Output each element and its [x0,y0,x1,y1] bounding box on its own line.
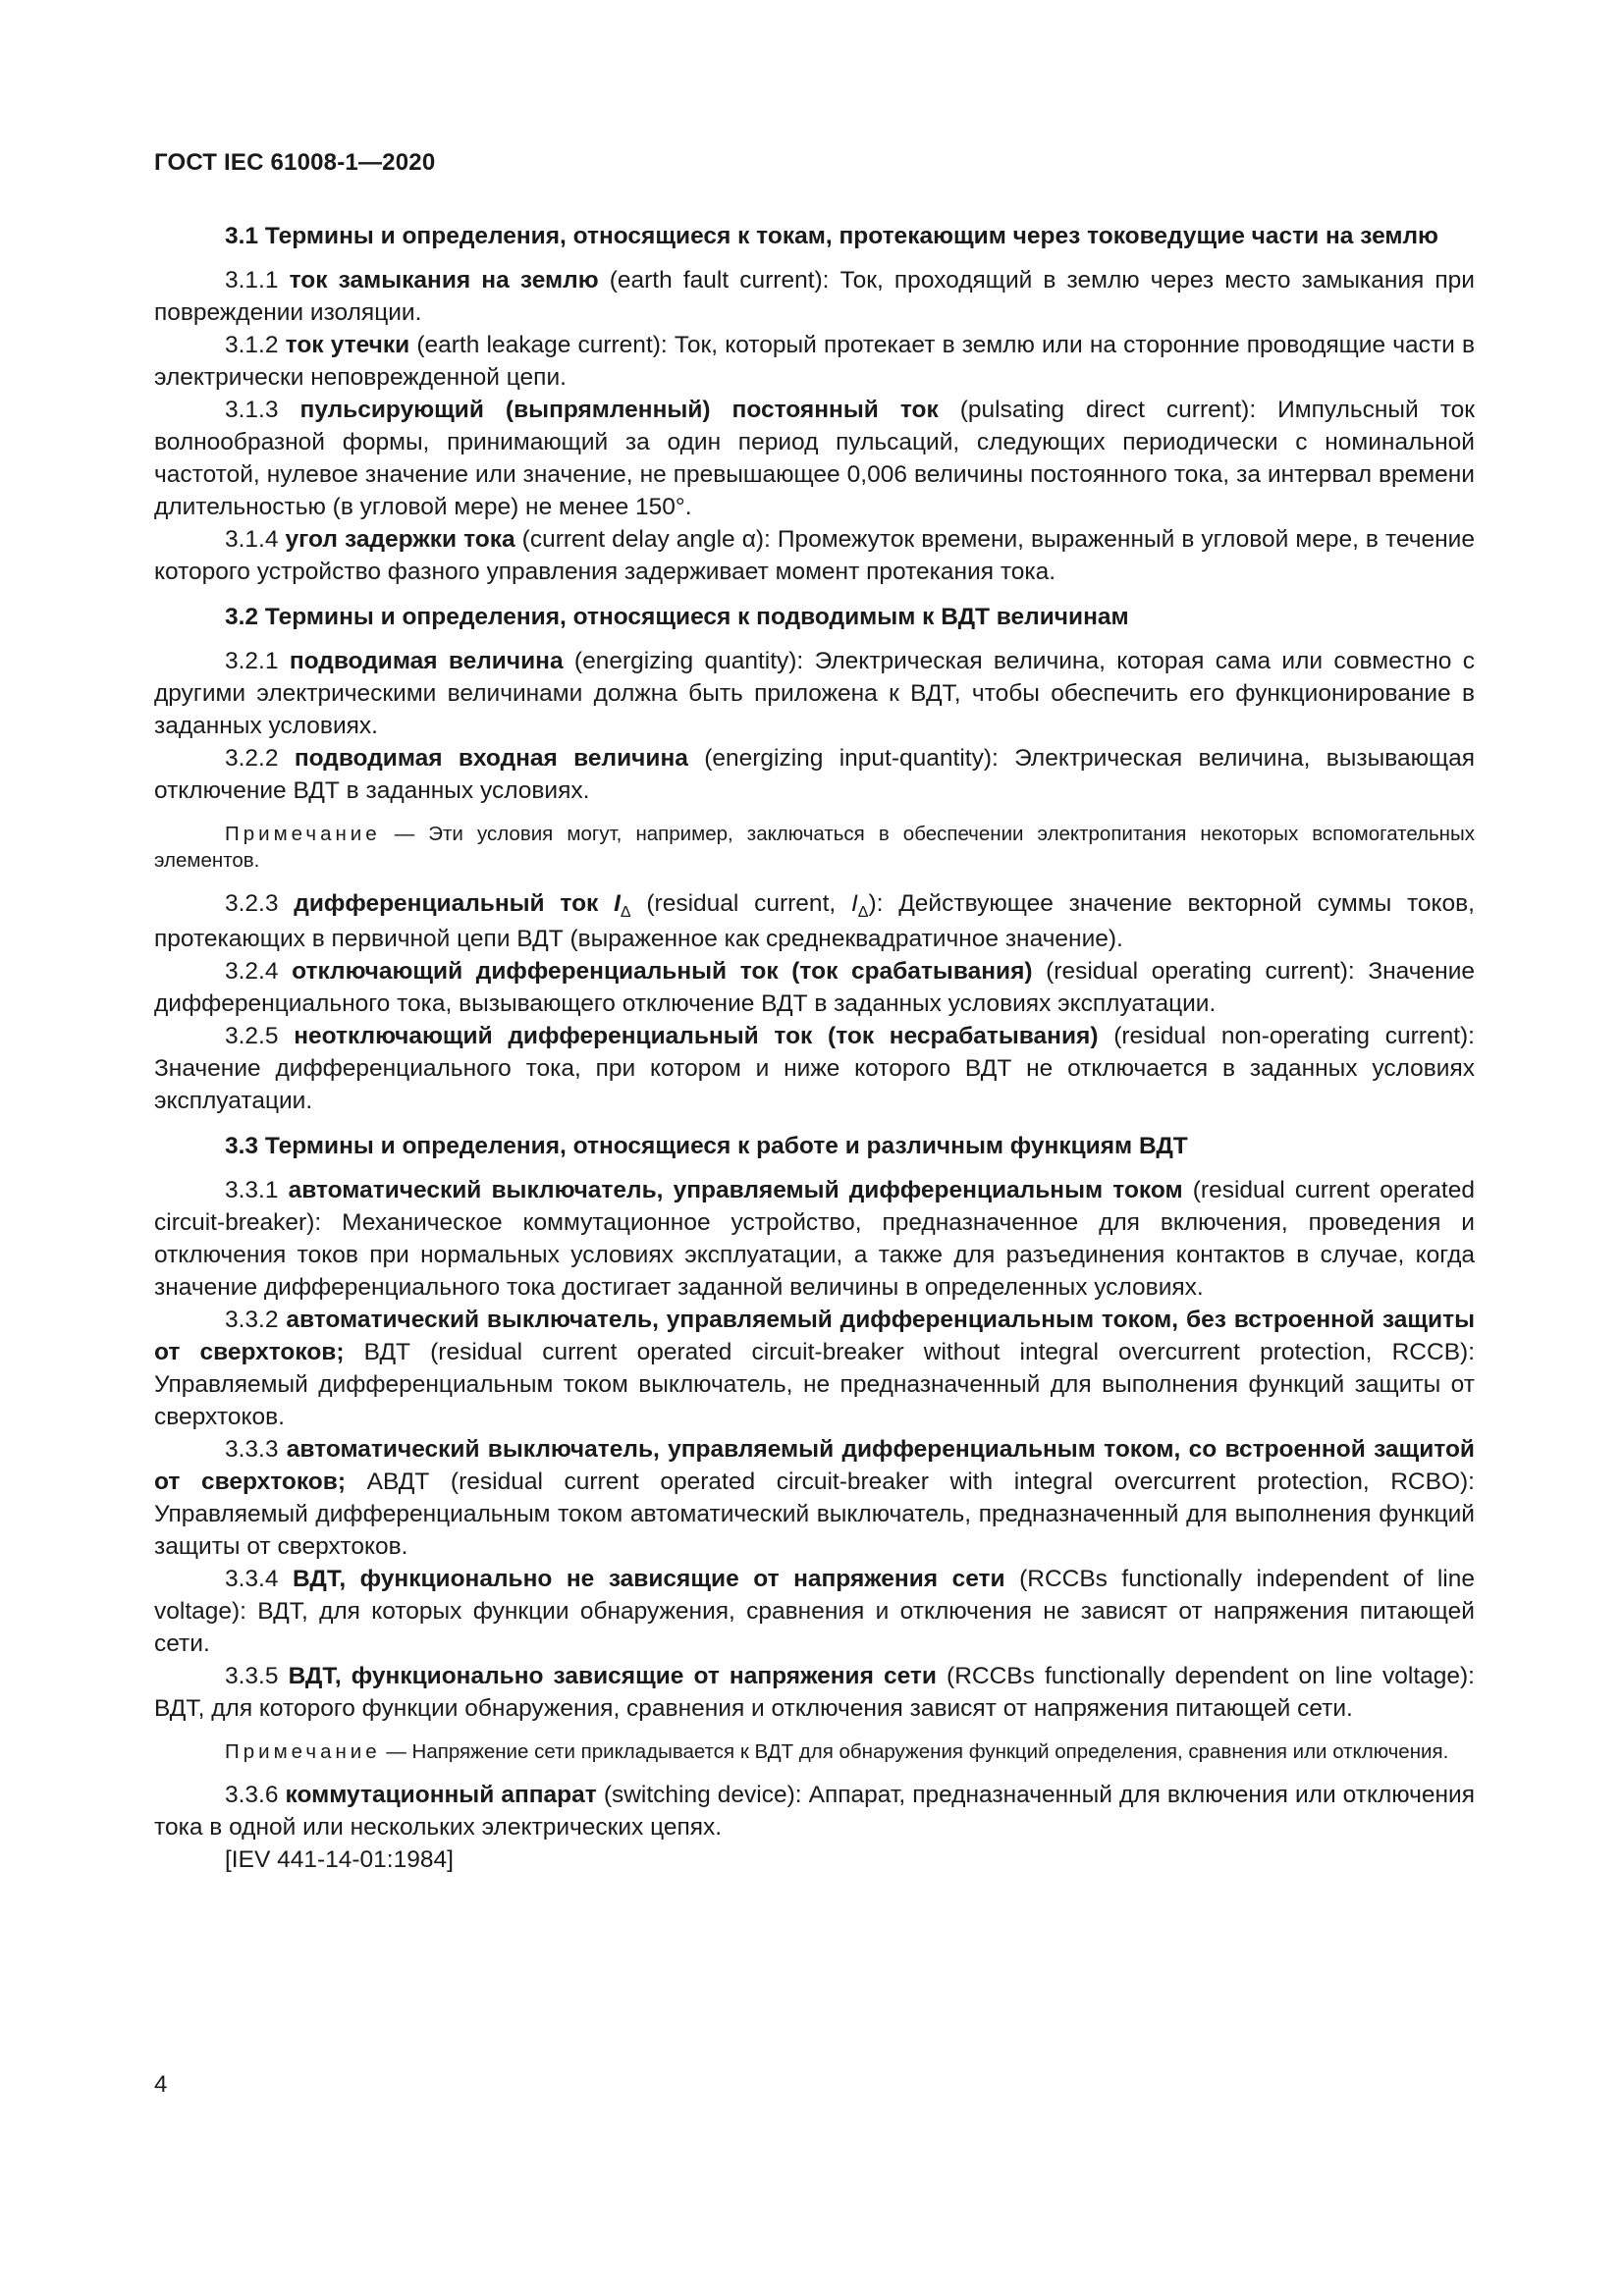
symbol: I [614,890,621,917]
document-header: ГОСТ IEC 61008-1—2020 [154,149,436,176]
paragraph-3-2-1: 3.2.1 подводимая величина (energizing quantity): Электрическая величина, которая сама или совместно с другими электрическими величинами должна быть приложена к ВДТ, чтобы обеспечить его функционирование в заданных условиях. [154,648,1475,739]
document-body [154,221,1475,1876]
paragraph-3-3-5: 3.3.5 ВДТ, функционально зависящие от напряжения сети (RCCBs functionally dependent on line voltage): ВДТ, для которого функции обнаружения, сравнения и отключения зависят от напряжения питающей сети. [154,1663,1475,1722]
paragraph-3-3-1: 3.3.1 автоматический выключатель, управляемый дифференциальным током (residual current operated circuit-breaker): Механическое коммутационное устройство, предназначенное для включения, проведения и отключения токов при нормальных условиях эксплуатации, а также для разъединения контактов в случае, когда значение дифференциального тока достигает заданной величины в определенных условиях. [154,1177,1475,1301]
section-title-3-1: 3.1 Термины и определения, относящиеся к токам, протекающим через токоведущие части на землю [225,223,1438,249]
term: коммутационный аппарат [285,1782,597,1808]
term: автоматический выключатель, управляемый дифференциальным током [288,1177,1183,1203]
reference-iev: [IEV 441-14-01:1984] [225,1846,454,1873]
note-3-2: Примечание — Эти условия могут, например, заключаться в обеспечении электропитания некоторых вспомогательных элементов. [154,823,1475,872]
term: пульсирующий (выпрямленный) постоянный ток [299,397,939,423]
paragraph-3-1-4: 3.1.4 угол задержки тока (current delay angle α): Промежуток времени, выраженный в угловой мере, в течение которого устройство фазного управления задерживает момент протекания тока. [154,526,1475,585]
paragraph-3-3-6: 3.3.6 коммутационный аппарат (switching device): Аппарат, предназначенный для включения или отключения тока в одной или нескольких электрических цепях. [154,1782,1475,1841]
paragraph-3-2-2: 3.2.2 подводимая входная величина (energizing input-quantity): Электрическая величина, вызывающая отключение ВДТ в заданных условиях. [154,745,1475,804]
note-3-3: Примечание — Напряжение сети прикладывается к ВДТ для обнаружения функций определения, сравнения или отключения. [225,1740,1449,1763]
term: отключающий дифференциальный ток (ток срабатывания) [292,958,1033,985]
page-number: 4 [154,2071,168,2098]
paragraph-3-2-5: 3.2.5 неотключающий дифференциальный ток (ток несрабатывания) (residual non-operating current): Значение дифференциального тока, при котором и ниже которого ВДТ не отключается в заданных условиях эксплуатации. [154,1023,1475,1114]
paragraph-3-2-4: 3.2.4 отключающий дифференциальный ток (ток срабатывания) (residual operating current): Значение дифференциального тока, вызывающего отключение ВДТ в заданных условиях эксплуатации. [154,958,1475,1017]
paragraph-3-3-4: 3.3.4 ВДТ, функционально не зависящие от напряжения сети (RCCBs functionally independent of line voltage): ВДТ, для которых функции обнаружения, сравнения и отключения не зависят от напряжения питающей сети. [154,1566,1475,1657]
term: автоматический выключатель, управляемый дифференциальным током, со встроенной защитой от сверхтоков; [154,1436,1475,1495]
term: ток замыкания на землю [289,267,599,294]
term: дифференциальный ток [294,890,615,917]
note-label: Примечание [225,823,381,845]
section-title-3-3: 3.3 Термины и определения, относящиеся к работе и различным функциям ВДТ [225,1133,1188,1159]
term: подводимая входная величина [294,745,688,772]
paragraph-3-2-3: 3.2.3 дифференциальный ток $I_\Delta$ (residual current, $I_\Delta$): Действующее значение векторной суммы токов, протекающих в первичной цепи ВДТ (выраженное как среднеквадратичное значение). [154,890,1475,952]
paragraph-3-1-3: 3.1.3 пульсирующий (выпрямленный) постоянный ток (pulsating direct current): Импульсный ток волнообразной формы, принимающий за один период пульсаций, следующих периодически с номинальной частотой, нулевое значение или значение, не превышающее 0,006 величины постоянного тока, за интервал времени длительностью (в угловой мере) не менее 150°. [154,397,1476,520]
note-label: Примечание [225,1740,381,1763]
paragraph-3-3-3: 3.3.3 автоматический выключатель, управляемый дифференциальным током, со встроенной защитой от сверхтоков; АВДТ (residual current operated circuit-breaker with integral overcurrent protection, RCBO): Управляемый дифференциальным током автоматический выключатель, предназначенный для выполнения функций защиты от сверхтоков. [154,1436,1475,1560]
term: подводимая величина [289,648,564,674]
term: неотключающий дифференциальный ток (ток несрабатывания) [294,1023,1099,1049]
paragraph-3-1-1: 3.1.1 ток замыкания на землю (earth fault current): Ток, проходящий в землю через место замыкания при повреждении изоляции. [154,267,1475,326]
term: автоматический выключатель, управляемый дифференциальным током, без встроенной защиты от сверхтоков; [154,1307,1475,1365]
paragraph-3-1-2: 3.1.2 ток утечки (earth leakage current): Ток, который протекает в землю или на сторонние проводящие части в электрически неповрежденной цепи. [154,332,1475,391]
paragraph-3-3-2: 3.3.2 автоматический выключатель, управляемый дифференциальным током, без встроенной защиты от сверхтоков; ВДТ (residual current operated circuit-breaker without integral overcurrent protection, RCCB): Управляемый дифференциальным током выключатель, не предназначенный для выполнения функций защиты от сверхтоков. [154,1307,1475,1430]
section-title-3-2: 3.2 Термины и определения, относящиеся к подводимым к ВДТ величинам [225,604,1129,630]
term: угол задержки тока [285,526,515,553]
term: ток утечки [285,332,410,358]
term: ВДТ, функционально не зависящие от напряжения сети [293,1566,1005,1592]
term: ВДТ, функционально зависящие от напряжения сети [288,1663,937,1689]
